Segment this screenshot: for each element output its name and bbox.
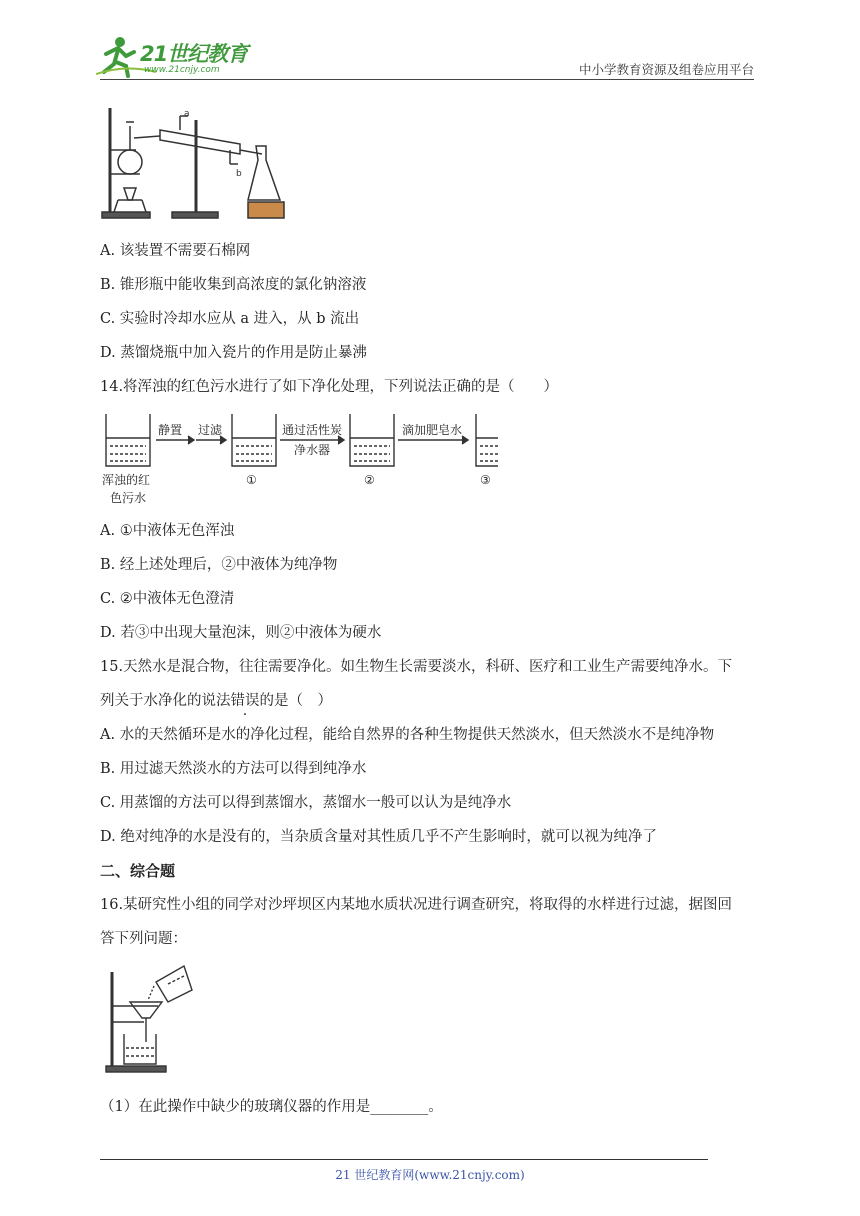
logo bbox=[96, 34, 266, 80]
q14-option-d: D. 若③中出现大量泡沫，则②中液体为硬水 bbox=[100, 625, 382, 641]
step-filter-label: 过滤 bbox=[198, 423, 223, 437]
beaker1-label: ① bbox=[246, 473, 257, 487]
q14-option-a: A. ①中液体无色浑浊 bbox=[100, 523, 235, 539]
platform-name: 中小学教育资源及组卷应用平台 bbox=[578, 62, 754, 77]
label-b: b bbox=[236, 169, 242, 179]
q15-stem-line1: 15.天然水是混合物，往往需要净化。如生物生长需要淡水，科研、医疗和工业生产需要纯净水。下 bbox=[100, 659, 733, 675]
distillation-apparatus-icon bbox=[100, 104, 290, 222]
beaker0-label-2: 色污水 bbox=[110, 491, 147, 505]
q15-option-a: A. 水的天然循环是水的净化过程，能给自然界的各种生物提供天然淡水，但天然淡水不是纯净物 bbox=[100, 727, 715, 743]
q15-stem-emphasis: 错误 bbox=[230, 693, 260, 709]
step-carbon-label-1: 通过活性炭 bbox=[282, 423, 343, 437]
footer-divider bbox=[100, 1159, 708, 1160]
purification-flow-icon bbox=[100, 408, 500, 510]
q15-option-b: B. 用过滤天然淡水的方法可以得到纯净水 bbox=[100, 761, 367, 777]
q16-sub1: （1）在此操作中缺少的玻璃仪器的作用是________。 bbox=[100, 1099, 443, 1115]
beaker2-label: ② bbox=[364, 473, 375, 487]
beaker0-label-1: 浑浊的红 bbox=[102, 473, 151, 487]
purification-flow-figure bbox=[100, 408, 500, 510]
q15-stem-line2 bbox=[100, 691, 332, 711]
q13-option-d: D. 蒸馏烧瓶中加入瓷片的作用是防止暴沸 bbox=[100, 345, 367, 361]
section-title: 二、综合题 bbox=[100, 862, 176, 880]
q13-option-b: B. 锥形瓶中能收集到高浓度的氯化钠溶液 bbox=[100, 277, 367, 293]
q14-option-b: B. 经上述处理后，②中液体为纯净物 bbox=[100, 557, 338, 573]
distillation-apparatus-figure bbox=[100, 104, 290, 222]
step-carbon-label-2: 净水器 bbox=[294, 443, 331, 457]
q13-option-a: A. 该装置不需要石棉网 bbox=[100, 243, 251, 259]
q16-stem-line2: 答下列问题： bbox=[100, 931, 187, 947]
logo-url-text: www.21cnjy.com bbox=[144, 65, 220, 75]
q14-stem: 14.将浑浊的红色污水进行了如下净化处理，下列说法正确的是（ ） bbox=[100, 379, 559, 395]
q16-stem-line1: 16.某研究性小组的同学对沙坪坝区内某地水质状况进行调查研究，将取得的水样进行过滤，据图回 bbox=[100, 897, 733, 913]
q14-option-c: C. ②中液体无色澄清 bbox=[100, 591, 235, 607]
footer-text: 21 世纪教育网(www.21cnjy.com) bbox=[335, 1168, 525, 1182]
beaker3-label: ③ bbox=[480, 473, 491, 487]
q15-stem-pre: 列关于水净化的说法 bbox=[100, 693, 231, 709]
q15-option-c: C. 用蒸馏的方法可以得到蒸馏水，蒸馏水一般可以认为是纯净水 bbox=[100, 795, 512, 811]
filtration-apparatus-figure bbox=[104, 962, 196, 1074]
q15-option-d: D. 绝对纯净的水是没有的，当杂质含量对其性质几乎不产生影响时，就可以视为纯净了 bbox=[100, 829, 657, 845]
step-settle-label: 静置 bbox=[158, 423, 183, 437]
label-a: a bbox=[184, 109, 190, 119]
q13-option-c: C. 实验时冷却水应从 a 进入，从 b 流出 bbox=[100, 311, 360, 327]
logo-main-text: 21世纪教育 bbox=[140, 42, 248, 66]
step-soap-label: 滴加肥皂水 bbox=[402, 423, 463, 437]
header-divider bbox=[100, 79, 754, 80]
q15-stem-post: 的是（ ） bbox=[259, 693, 332, 709]
filtration-apparatus-icon bbox=[104, 962, 196, 1074]
